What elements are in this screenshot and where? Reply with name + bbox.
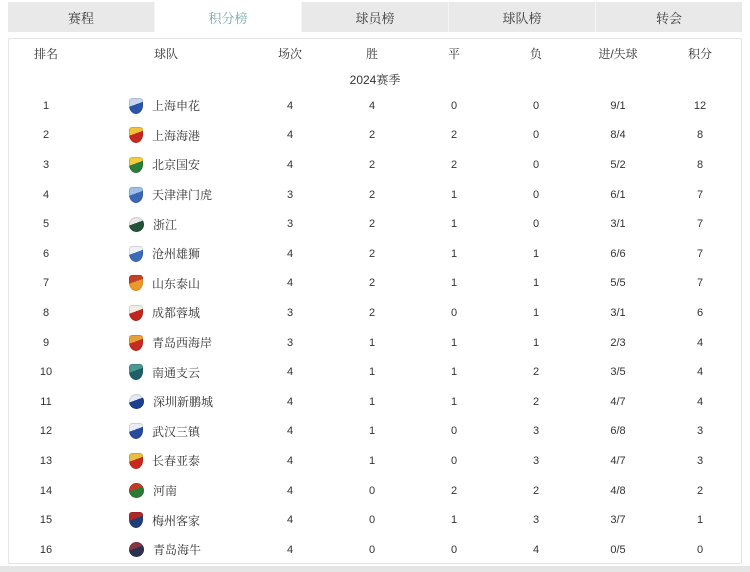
played-cell: 4 xyxy=(286,99,294,112)
table-row[interactable] xyxy=(9,328,741,358)
played-cell: 3 xyxy=(286,188,294,201)
team-name: 武汉三镇 xyxy=(152,424,201,439)
played-cell: 4 xyxy=(286,454,294,467)
points-cell: 4 xyxy=(696,366,704,379)
win-cell: 1 xyxy=(368,425,376,438)
team-cell[interactable] xyxy=(83,452,249,469)
loss-cell: 0 xyxy=(532,99,540,112)
rank-cell: 8 xyxy=(42,306,50,319)
points-cell: 8 xyxy=(696,129,704,142)
points-cell: 0 xyxy=(696,543,704,556)
rank-cell: 2 xyxy=(42,129,50,142)
draw-cell: 2 xyxy=(450,484,458,497)
table-row[interactable] xyxy=(9,180,741,210)
table-row[interactable] xyxy=(9,417,741,447)
team-cell[interactable] xyxy=(83,364,249,381)
rank-cell: 12 xyxy=(39,425,53,438)
played-cell: 4 xyxy=(286,129,294,142)
win-cell: 2 xyxy=(368,277,376,290)
team-name: 天津津门虎 xyxy=(152,188,213,203)
team-logo-icon xyxy=(129,423,143,439)
played-cell: 4 xyxy=(286,484,294,497)
team-name: 南通支云 xyxy=(152,365,201,380)
team-cell[interactable] xyxy=(83,334,249,351)
draw-cell: 1 xyxy=(450,395,458,408)
goals-cell: 4/7 xyxy=(610,454,626,467)
draw-cell: 2 xyxy=(450,129,458,142)
team-logo-icon xyxy=(129,483,144,498)
draw-cell: 0 xyxy=(450,543,458,556)
points-cell: 3 xyxy=(696,425,704,438)
rank-cell: 14 xyxy=(39,484,53,497)
team-logo-icon xyxy=(129,335,143,351)
col-header-goals: 进/失球 xyxy=(598,46,638,61)
played-cell: 4 xyxy=(286,425,294,438)
draw-cell: 1 xyxy=(450,336,458,349)
tab-player-rank[interactable]: 球员榜 xyxy=(302,2,449,32)
rank-cell: 3 xyxy=(42,158,50,171)
table-row[interactable] xyxy=(9,269,741,299)
played-cell: 4 xyxy=(286,366,294,379)
col-header-played: 场次 xyxy=(277,46,302,61)
points-cell: 12 xyxy=(693,99,707,112)
played-cell: 3 xyxy=(286,218,294,231)
tab-bar xyxy=(8,2,742,32)
team-name: 成都蓉城 xyxy=(152,306,201,321)
loss-cell: 2 xyxy=(532,366,540,379)
team-name: 梅州客家 xyxy=(152,513,201,528)
loss-cell: 2 xyxy=(532,395,540,408)
played-cell: 4 xyxy=(286,158,294,171)
draw-cell: 1 xyxy=(450,366,458,379)
loss-cell: 4 xyxy=(532,543,540,556)
loss-cell: 1 xyxy=(532,277,540,290)
table-row[interactable] xyxy=(9,150,741,180)
win-cell: 0 xyxy=(368,514,376,527)
loss-cell: 0 xyxy=(532,158,540,171)
rank-cell: 10 xyxy=(39,366,53,379)
team-logo-icon xyxy=(129,453,143,469)
goals-cell: 6/8 xyxy=(610,425,626,438)
table-row[interactable] xyxy=(9,535,741,565)
loss-cell: 0 xyxy=(532,218,540,231)
goals-cell: 4/8 xyxy=(610,484,626,497)
goals-cell: 5/2 xyxy=(610,158,626,171)
win-cell: 1 xyxy=(368,454,376,467)
team-name: 浙江 xyxy=(153,217,178,232)
draw-cell: 0 xyxy=(450,454,458,467)
win-cell: 2 xyxy=(368,306,376,319)
team-logo-icon xyxy=(129,127,143,143)
points-cell: 7 xyxy=(696,247,704,260)
table-body xyxy=(9,91,741,565)
team-name: 河南 xyxy=(153,484,178,499)
table-row[interactable] xyxy=(9,446,741,476)
loss-cell: 1 xyxy=(532,306,540,319)
rank-cell: 1 xyxy=(42,99,50,112)
goals-cell: 6/1 xyxy=(610,188,626,201)
team-cell[interactable] xyxy=(83,512,249,529)
team-cell[interactable] xyxy=(83,97,249,114)
team-name: 北京国安 xyxy=(152,158,201,173)
standings-table xyxy=(8,38,742,564)
table-row[interactable] xyxy=(9,298,741,328)
team-name: 长春亚泰 xyxy=(152,454,201,469)
win-cell: 2 xyxy=(368,188,376,201)
points-cell: 7 xyxy=(696,218,704,231)
table-row[interactable] xyxy=(9,357,741,387)
points-cell: 7 xyxy=(696,277,704,290)
played-cell: 4 xyxy=(286,277,294,290)
played-cell: 4 xyxy=(286,395,294,408)
team-logo-icon xyxy=(129,394,144,409)
tab-transfer[interactable]: 转会 xyxy=(596,2,742,32)
table-header xyxy=(9,39,741,67)
team-cell[interactable] xyxy=(83,156,249,173)
draw-cell: 2 xyxy=(450,158,458,171)
win-cell: 2 xyxy=(368,158,376,171)
goals-cell: 4/7 xyxy=(610,395,626,408)
goals-cell: 3/7 xyxy=(610,514,626,527)
team-name: 上海申花 xyxy=(152,99,201,114)
table-row[interactable] xyxy=(9,476,741,506)
goals-cell: 9/1 xyxy=(610,99,626,112)
team-logo-icon xyxy=(129,512,143,528)
goals-cell: 3/1 xyxy=(610,306,626,319)
win-cell: 4 xyxy=(368,99,376,112)
team-logo-icon xyxy=(129,305,143,321)
team-cell[interactable] xyxy=(83,304,249,321)
team-name: 上海海港 xyxy=(152,128,201,143)
team-cell[interactable] xyxy=(83,541,249,558)
win-cell: 1 xyxy=(368,366,376,379)
played-cell: 4 xyxy=(286,514,294,527)
draw-cell: 1 xyxy=(450,277,458,290)
team-cell[interactable] xyxy=(83,482,249,499)
points-cell: 8 xyxy=(696,158,704,171)
table-row[interactable] xyxy=(9,387,741,417)
loss-cell: 1 xyxy=(532,336,540,349)
col-header-team: 球队 xyxy=(153,46,178,61)
points-cell: 4 xyxy=(696,395,704,408)
goals-cell: 3/5 xyxy=(610,366,626,379)
points-cell: 7 xyxy=(696,188,704,201)
table-row[interactable] xyxy=(9,505,741,535)
table-row[interactable] xyxy=(9,239,741,269)
rank-cell: 16 xyxy=(39,543,53,556)
goals-cell: 3/1 xyxy=(610,218,626,231)
win-cell: 1 xyxy=(368,395,376,408)
draw-cell: 1 xyxy=(450,218,458,231)
team-cell[interactable] xyxy=(83,127,249,144)
draw-cell: 1 xyxy=(450,188,458,201)
team-cell[interactable] xyxy=(83,245,249,262)
draw-cell: 0 xyxy=(450,99,458,112)
rank-cell: 13 xyxy=(39,454,53,467)
team-logo-icon xyxy=(129,217,144,232)
played-cell: 4 xyxy=(286,543,294,556)
team-name: 青岛西海岸 xyxy=(152,336,213,351)
loss-cell: 3 xyxy=(532,514,540,527)
win-cell: 0 xyxy=(368,543,376,556)
loss-cell: 3 xyxy=(532,454,540,467)
team-logo-icon xyxy=(129,542,144,557)
points-cell: 2 xyxy=(696,484,704,497)
goals-cell: 5/5 xyxy=(610,277,626,290)
team-logo-icon xyxy=(129,246,143,262)
team-name: 沧州雄狮 xyxy=(152,247,201,262)
team-cell[interactable] xyxy=(83,216,249,233)
team-name: 深圳新鹏城 xyxy=(153,395,214,410)
points-cell: 1 xyxy=(696,514,704,527)
goals-cell: 0/5 xyxy=(610,543,626,556)
goals-cell: 6/6 xyxy=(610,247,626,260)
points-cell: 3 xyxy=(696,454,704,467)
tab-schedule[interactable]: 赛程 xyxy=(8,2,155,32)
draw-cell: 0 xyxy=(450,306,458,319)
table-row[interactable] xyxy=(9,121,741,151)
season-label: 2024赛季 xyxy=(349,72,401,87)
played-cell: 3 xyxy=(286,336,294,349)
rank-cell: 11 xyxy=(40,395,52,408)
points-cell: 4 xyxy=(696,336,704,349)
tab-team-rank[interactable]: 球队榜 xyxy=(449,2,596,32)
draw-cell: 1 xyxy=(450,247,458,260)
col-header-rank: 排名 xyxy=(33,46,58,61)
rank-cell: 5 xyxy=(42,218,50,231)
page-bottom-strip xyxy=(0,566,750,572)
loss-cell: 1 xyxy=(532,247,540,260)
rank-cell: 7 xyxy=(42,277,50,290)
points-cell: 6 xyxy=(696,306,704,319)
team-logo-icon xyxy=(129,187,143,203)
goals-cell: 2/3 xyxy=(610,336,626,349)
table-row[interactable] xyxy=(9,91,741,121)
loss-cell: 3 xyxy=(532,425,540,438)
win-cell: 1 xyxy=(368,336,376,349)
team-logo-icon xyxy=(129,98,143,114)
col-header-draw: 平 xyxy=(447,46,460,61)
rank-cell: 15 xyxy=(39,514,53,527)
win-cell: 0 xyxy=(368,484,376,497)
team-cell[interactable] xyxy=(83,393,249,410)
win-cell: 2 xyxy=(368,218,376,231)
loss-cell: 2 xyxy=(532,484,540,497)
played-cell: 3 xyxy=(286,306,294,319)
tab-standings[interactable]: 积分榜 xyxy=(155,2,302,32)
col-header-points: 积分 xyxy=(687,46,712,61)
team-name: 青岛海牛 xyxy=(153,543,202,558)
goals-cell: 8/4 xyxy=(610,129,626,142)
played-cell: 4 xyxy=(286,247,294,260)
team-logo-icon xyxy=(129,364,143,380)
draw-cell: 1 xyxy=(450,514,458,527)
team-cell[interactable] xyxy=(83,423,249,440)
rank-cell: 4 xyxy=(42,188,50,201)
col-header-win: 胜 xyxy=(365,46,378,61)
team-logo-icon xyxy=(129,275,143,291)
team-cell[interactable] xyxy=(83,186,249,203)
draw-cell: 0 xyxy=(450,425,458,438)
rank-cell: 9 xyxy=(42,336,50,349)
team-logo-icon xyxy=(129,157,143,173)
win-cell: 2 xyxy=(368,247,376,260)
col-header-loss: 负 xyxy=(529,46,542,61)
team-cell[interactable] xyxy=(83,275,249,292)
rank-cell: 6 xyxy=(42,247,50,260)
table-row[interactable] xyxy=(9,209,741,239)
win-cell: 2 xyxy=(368,129,376,142)
loss-cell: 0 xyxy=(532,129,540,142)
loss-cell: 0 xyxy=(532,188,540,201)
team-name: 山东泰山 xyxy=(152,276,201,291)
